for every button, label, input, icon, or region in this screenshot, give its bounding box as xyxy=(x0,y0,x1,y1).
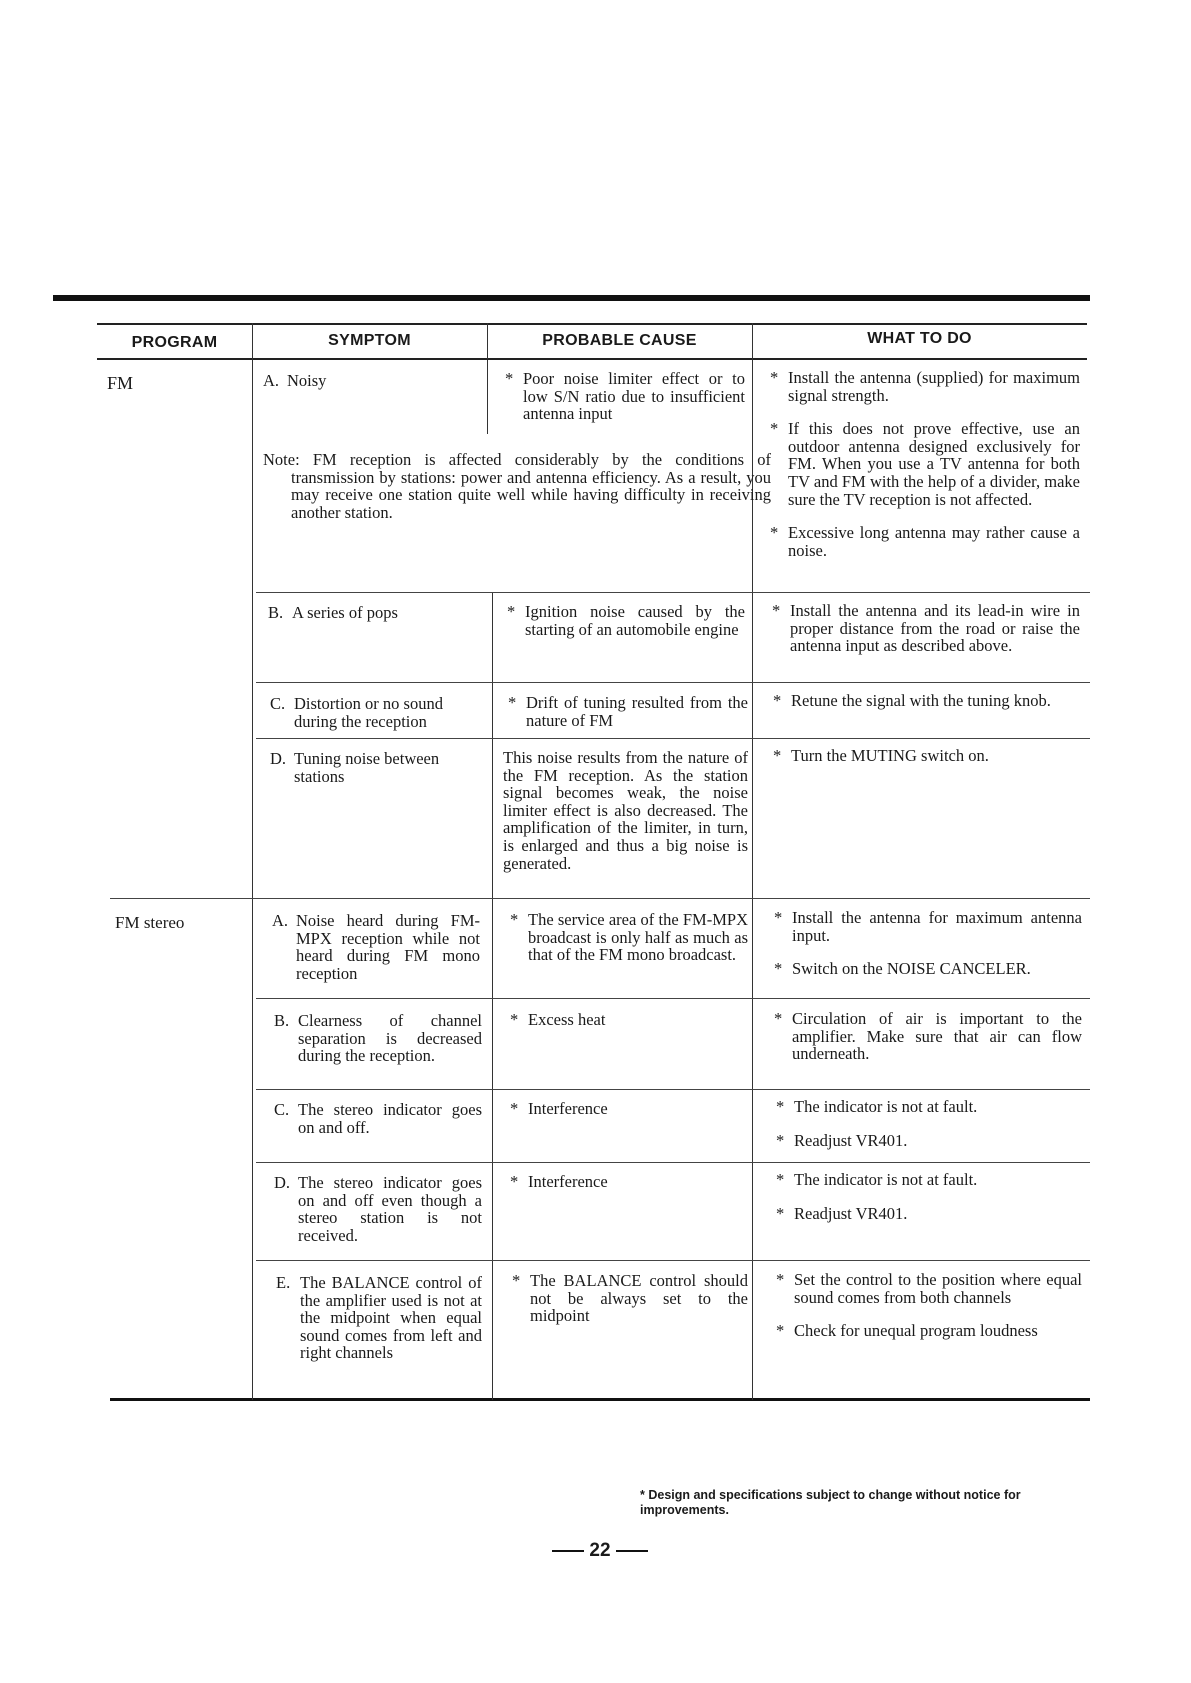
row-label: A. xyxy=(272,911,289,930)
bullet-icon: * xyxy=(776,1130,785,1150)
row-divider-fmstereo xyxy=(110,898,1090,899)
bullet-icon: * xyxy=(770,368,779,387)
cause-fmstereo-d: * Interference xyxy=(510,1172,608,1191)
program-fm-stereo: FM stereo xyxy=(115,913,185,932)
symptom-fmstereo-c: C. The stereo indicator goes on and off. xyxy=(274,1100,482,1137)
todo-fmstereo-e: * Set the control to the position where equal sound comes from both channels * Check for unequal program loudness xyxy=(776,1270,1082,1341)
header-bottom-rule xyxy=(97,358,1087,360)
todo-fm-c: * Retune the signal with the tuning knob. xyxy=(773,691,1051,710)
symptom-fmstereo-a: A. Noise heard during FM-MPX reception while not heard during FM mono reception xyxy=(272,911,480,983)
bullet-icon: * xyxy=(510,910,519,929)
row-label: C. xyxy=(274,1100,290,1119)
todo-fmstereo-b: * Circulation of air is important to the amplifier. Make sure that air can flow underneath. xyxy=(774,1009,1082,1064)
column-divider-2 xyxy=(492,592,493,1400)
bullet-icon: * xyxy=(505,369,514,388)
bullet-icon: * xyxy=(776,1170,785,1189)
bullet-icon: * xyxy=(770,419,779,439)
bullet-icon: * xyxy=(510,1010,519,1029)
todo-fm-d: * Turn the MUTING switch on. xyxy=(773,746,989,765)
row-label: D. xyxy=(274,1173,291,1192)
bullet-icon: * xyxy=(776,1321,785,1341)
bullet-icon: * xyxy=(774,959,783,979)
bullet-icon: * xyxy=(773,746,782,765)
bullet-icon: * xyxy=(512,1271,521,1290)
symptom-fm-d: D. Tuning noise between stations xyxy=(270,749,440,786)
column-divider-2-fm-a xyxy=(487,360,488,434)
row-divider-fmstereo-e xyxy=(256,1260,1090,1261)
fm-reception-note: Note: FM reception is affected considerably by the conditions of transmission by stations: power and antenna efficiency. As a result, you may receive one station quite well while having difficulty in receiving another station. xyxy=(263,450,771,522)
bullet-icon: * xyxy=(510,1099,519,1118)
header-program: PROGRAM xyxy=(131,334,218,351)
row-label: A. xyxy=(263,371,280,390)
table-bottom-rule xyxy=(110,1398,1090,1401)
bullet-icon: * xyxy=(507,602,516,621)
row-divider-fm-c xyxy=(256,682,1090,683)
todo-fmstereo-c: * The indicator is not at fault. * Readjust VR401. xyxy=(776,1097,978,1150)
bullet-icon: * xyxy=(774,908,783,927)
cause-fmstereo-e: * The BALANCE control should not be always set to the midpoint xyxy=(512,1271,748,1326)
program-fm: FM xyxy=(107,373,134,393)
bullet-icon: * xyxy=(776,1203,785,1223)
top-rule xyxy=(53,295,1090,301)
page-number: 22 xyxy=(550,1540,650,1562)
symptom-fm-c: C. Distortion or no sound during the reception xyxy=(270,694,443,731)
todo-fmstereo-d: * The indicator is not at fault. * Readjust VR401. xyxy=(776,1170,978,1223)
bullet-icon: * xyxy=(508,693,517,712)
cause-fm-c: * Drift of tuning resulted from the nature of FM xyxy=(508,693,748,730)
row-label: E. xyxy=(276,1273,291,1292)
symptom-fmstereo-d: D. The stereo indicator goes on and off even though a stereo station is not received. xyxy=(274,1173,482,1245)
row-label: B. xyxy=(268,603,284,622)
header-probable-cause: PROBABLE CAUSE xyxy=(542,332,697,349)
bullet-icon: * xyxy=(772,601,781,620)
table-top-rule xyxy=(97,323,1087,325)
header-what-to-do: WHAT TO DO xyxy=(867,330,972,347)
bullet-icon: * xyxy=(770,523,779,543)
cause-fm-d: This noise results from the nature of the FM reception. As the station signal becomes weak, the noise limiter effect is also decreased. The amplification of the limiter, in turn, is enlarged and thus a big noise is generated. xyxy=(503,748,748,873)
symptom-fm-b: B. A series of pops xyxy=(268,603,398,622)
todo-fmstereo-a: * Install the antenna for maximum antenna input. * Switch on the NOISE CANCELER. xyxy=(774,908,1082,979)
cause-fmstereo-b: * Excess heat xyxy=(510,1010,606,1029)
row-divider-fmstereo-c xyxy=(256,1089,1090,1090)
row-divider-fm-d xyxy=(256,738,1090,739)
row-label: B. xyxy=(274,1011,290,1030)
cause-fmstereo-a: * The service area of the FM-MPX broadcast is only half as much as that of the FM mono broadcast. xyxy=(510,910,748,965)
header-symptom: SYMPTOM xyxy=(328,332,411,349)
column-divider-1 xyxy=(252,323,253,1400)
todo-fm-a: * Install the antenna (supplied) for maximum signal strength. * If this does not prove effective, use an outdoor antenna designed exclusively for FM. When you use a TV antenna for both TV and FM with the help of a divider, make sure the TV reception is not affected. * Excessive long antenna may rather cause a noise. xyxy=(770,368,1080,560)
row-divider-fmstereo-d xyxy=(256,1162,1090,1163)
todo-fm-b: * Install the antenna and its lead-in wire in proper distance from the road or raise the antenna input as described above. xyxy=(772,601,1080,656)
bullet-icon: * xyxy=(774,1009,783,1028)
cause-fm-a: * Poor noise limiter effect or to low S/N ratio due to insufficient antenna input xyxy=(505,369,745,424)
symptom-fm-a: A. Noisy xyxy=(263,371,327,390)
cause-fmstereo-c: * Interference xyxy=(510,1099,608,1118)
cause-fm-b: * Ignition noise caused by the starting of an automobile engine xyxy=(507,602,745,639)
symptom-fmstereo-e: E. The BALANCE control of the amplifier used is not at the midpoint when equal sound comes from left and right channels xyxy=(276,1273,482,1363)
page-number-dash-right xyxy=(616,1550,648,1552)
row-label: C. xyxy=(270,694,286,713)
bullet-icon: * xyxy=(510,1172,519,1191)
row-divider-fm-b xyxy=(256,592,1090,593)
bullet-icon: * xyxy=(776,1097,785,1116)
bullet-icon: * xyxy=(773,691,782,710)
row-divider-fmstereo-b xyxy=(256,998,1090,999)
row-label: D. xyxy=(270,749,287,768)
bullet-icon: * xyxy=(776,1270,785,1289)
footnote: * Design and specifications subject to change without notice for improvements. xyxy=(640,1488,1021,1517)
page-number-dash-left xyxy=(552,1550,584,1552)
symptom-fmstereo-b: B. Clearness of channel separation is decreased during the reception. xyxy=(274,1011,482,1066)
